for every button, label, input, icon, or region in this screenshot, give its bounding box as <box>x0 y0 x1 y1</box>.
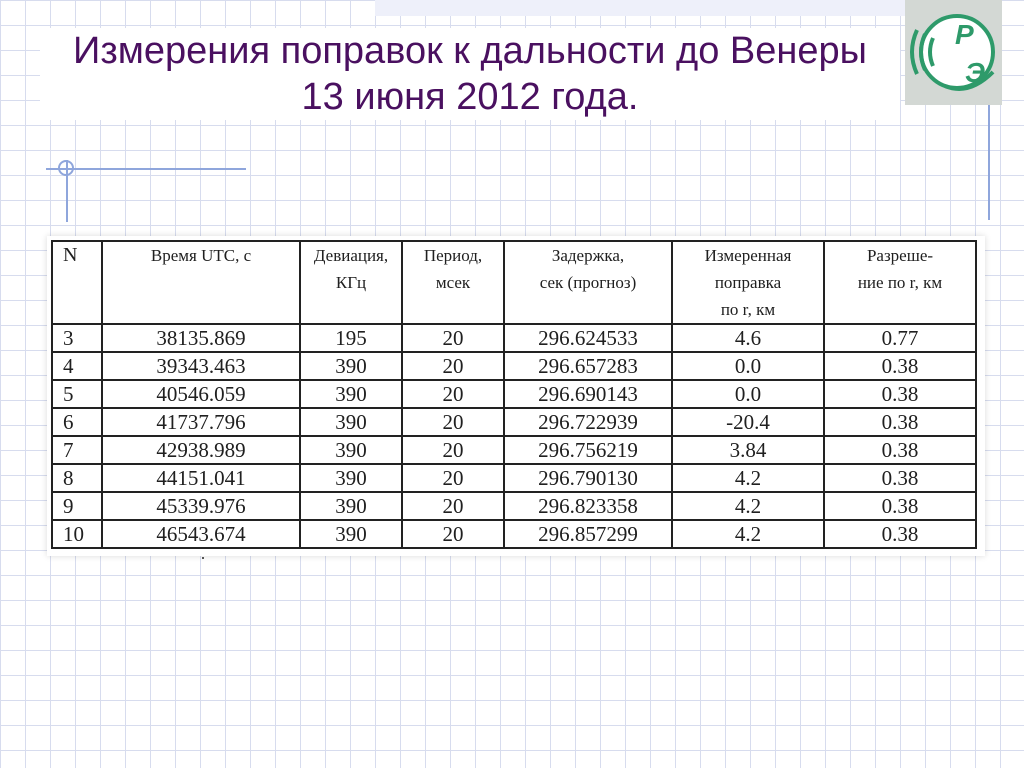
cell-delay: 296.857299 <box>504 520 672 548</box>
table-row <box>52 408 976 436</box>
cell-delay: 296.823358 <box>504 492 672 520</box>
cell-period: 20 <box>402 380 504 408</box>
cell-resolution: 0.38 <box>824 352 976 380</box>
cell-deviation: 390 <box>300 492 402 520</box>
cell-measured-correction: 4.2 <box>672 492 824 520</box>
decorative-circle <box>58 160 74 176</box>
cell-deviation: 195 <box>300 324 402 352</box>
table-row <box>52 436 976 464</box>
cell-period: 20 <box>402 324 504 352</box>
table-row <box>52 352 976 380</box>
cell-resolution: 0.38 <box>824 436 976 464</box>
cell-resolution: 0.38 <box>824 380 976 408</box>
table-row <box>52 492 976 520</box>
cell-n: 4 <box>52 352 102 380</box>
cell-time-utc: 46543.674 <box>102 520 300 548</box>
cell-measured-correction: 0.0 <box>672 380 824 408</box>
measurements-table-panel <box>47 236 985 556</box>
cell-n: 6 <box>52 408 102 436</box>
cell-deviation: 390 <box>300 520 402 548</box>
header-period <box>402 241 504 324</box>
header-line: мсек <box>435 273 471 292</box>
cell-n: 3 <box>52 324 102 352</box>
cell-delay: 296.722939 <box>504 408 672 436</box>
header-line: ние по r, км <box>857 273 943 292</box>
cell-delay: 296.690143 <box>504 380 672 408</box>
cell-n: 7 <box>52 436 102 464</box>
header-delay <box>504 241 672 324</box>
cell-measured-correction: -20.4 <box>672 408 824 436</box>
header-line: Период, <box>423 246 483 265</box>
header-resolution <box>824 241 976 324</box>
page-title <box>40 28 900 120</box>
header-line: Задержка, <box>551 246 625 265</box>
header-line: по r, км <box>720 300 776 319</box>
cell-measured-correction: 4.6 <box>672 324 824 352</box>
cell-time-utc: 40546.059 <box>102 380 300 408</box>
cell-time-utc: 45339.976 <box>102 492 300 520</box>
cell-resolution: 0.38 <box>824 492 976 520</box>
cell-deviation: 390 <box>300 352 402 380</box>
cell-measured-correction: 3.84 <box>672 436 824 464</box>
decorative-line <box>988 105 990 220</box>
cell-period: 20 <box>402 464 504 492</box>
logo-letter-top: Р <box>955 19 974 50</box>
cell-n: 10 <box>52 520 102 548</box>
measurements-table <box>51 240 977 549</box>
header-line: Девиация, <box>313 246 389 265</box>
cell-n: 8 <box>52 464 102 492</box>
cell-deviation: 390 <box>300 380 402 408</box>
cell-measured-correction: 4.2 <box>672 520 824 548</box>
logo-icon <box>905 0 1002 105</box>
table-row <box>52 380 976 408</box>
cell-deviation: 390 <box>300 436 402 464</box>
stray-dot <box>202 557 204 559</box>
cell-delay: 296.756219 <box>504 436 672 464</box>
cell-time-utc: 39343.463 <box>102 352 300 380</box>
decorative-line <box>46 168 246 170</box>
header-line: Измеренная <box>704 246 792 265</box>
cell-deviation: 390 <box>300 408 402 436</box>
cell-delay: 296.657283 <box>504 352 672 380</box>
cell-resolution: 0.77 <box>824 324 976 352</box>
header-line: сек (прогноз) <box>539 273 637 292</box>
header-n <box>52 241 102 324</box>
cell-n: 5 <box>52 380 102 408</box>
cell-period: 20 <box>402 352 504 380</box>
cell-resolution: 0.38 <box>824 464 976 492</box>
cell-time-utc: 38135.869 <box>102 324 300 352</box>
header-measured-correction <box>672 241 824 324</box>
table-row <box>52 324 976 352</box>
cell-resolution: 0.38 <box>824 408 976 436</box>
cell-delay: 296.624533 <box>504 324 672 352</box>
header-time-utc <box>102 241 300 324</box>
header-band <box>375 0 905 16</box>
cell-delay: 296.790130 <box>504 464 672 492</box>
cell-period: 20 <box>402 408 504 436</box>
table-row <box>52 520 976 548</box>
header-line: Разреше- <box>866 246 934 265</box>
cell-deviation: 390 <box>300 464 402 492</box>
title-line-2: 13 июня 2012 года. <box>301 76 639 118</box>
cell-time-utc: 41737.796 <box>102 408 300 436</box>
cell-measured-correction: 4.2 <box>672 464 824 492</box>
cell-time-utc: 42938.989 <box>102 436 300 464</box>
cell-resolution: 0.38 <box>824 520 976 548</box>
title-line-1: Измерения поправок к дальности до Венеры <box>73 30 867 72</box>
cell-period: 20 <box>402 492 504 520</box>
header-line: КГц <box>335 273 367 292</box>
table-header-row <box>52 241 976 324</box>
cell-n: 9 <box>52 492 102 520</box>
header-line: поправка <box>714 273 782 292</box>
header-line: Время UTC, с <box>150 246 252 265</box>
cell-period: 20 <box>402 520 504 548</box>
logo-letter-bottom: Э <box>965 57 986 88</box>
cell-time-utc: 44151.041 <box>102 464 300 492</box>
header-deviation <box>300 241 402 324</box>
table-row <box>52 464 976 492</box>
cell-measured-correction: 0.0 <box>672 352 824 380</box>
header-line: N <box>63 244 78 266</box>
cell-period: 20 <box>402 436 504 464</box>
